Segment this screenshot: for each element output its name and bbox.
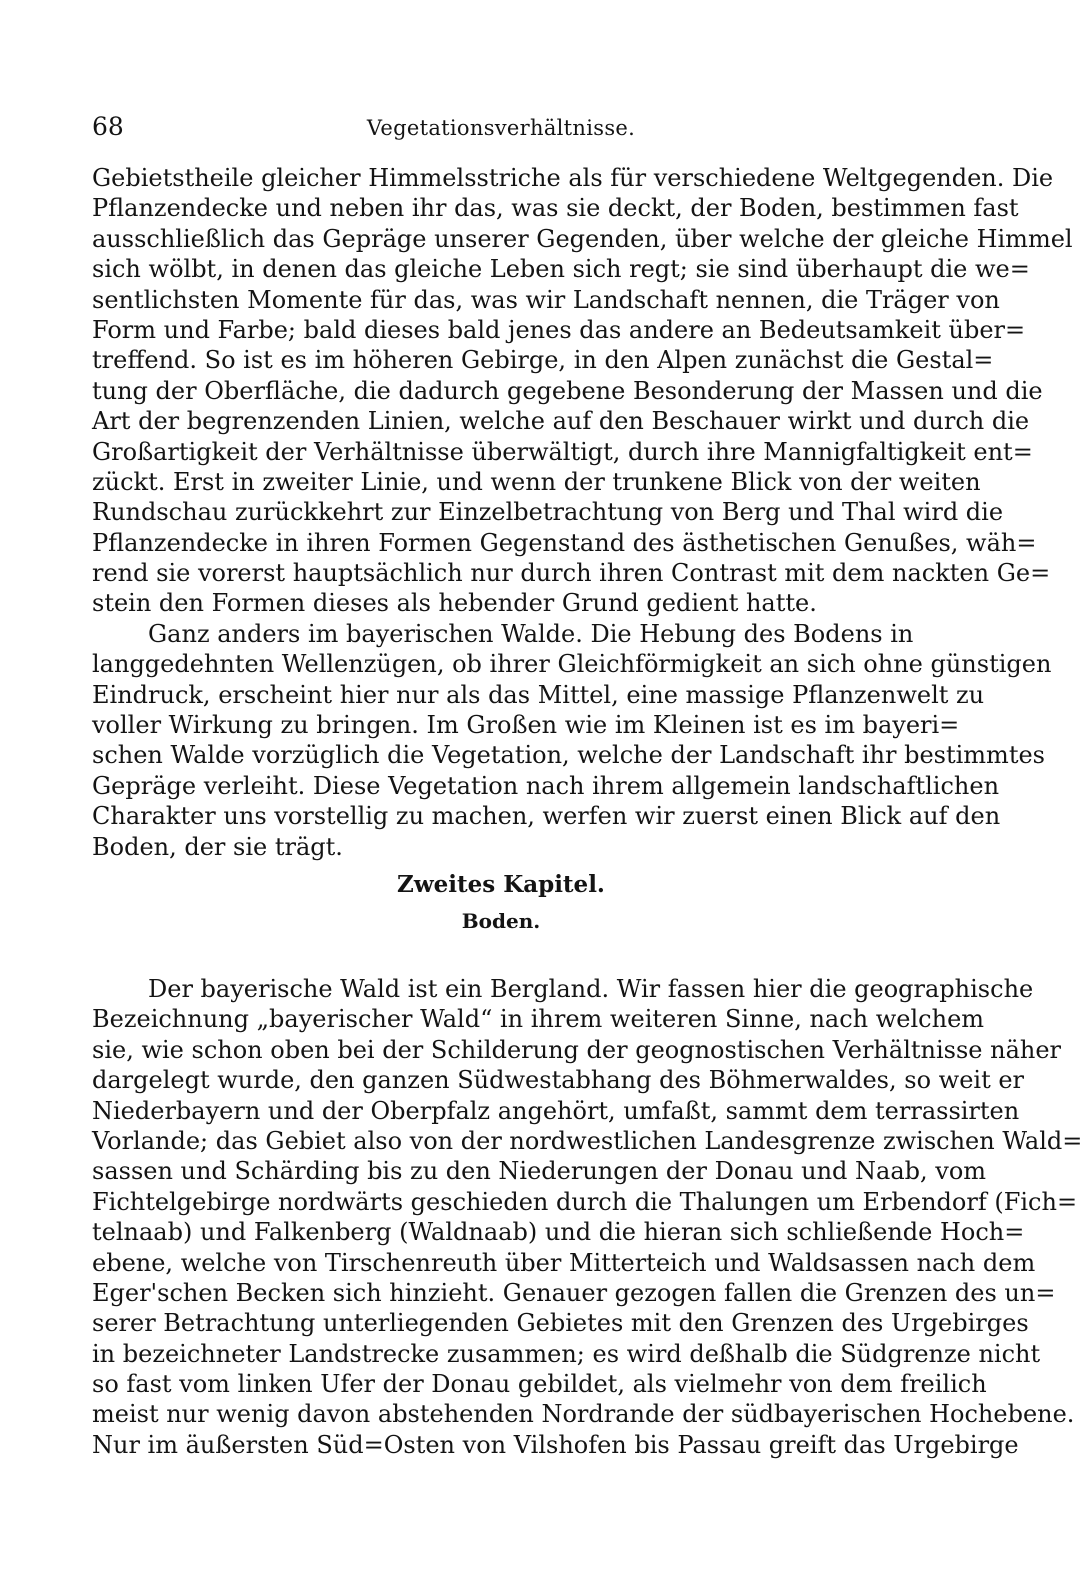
text-line: in bezeichneter Landstrecke zusammen; es wird deßhalb die Südgrenze nicht [92, 1339, 1041, 1368]
text-line: zückt. Erst in zweiter Linie, und wenn der trunkene Blick von der weiten [92, 467, 981, 496]
text-line: Pflanzendecke und neben ihr das, was sie deckt, der Boden, bestimmen fast [92, 194, 1019, 223]
text-line: Eindruck, erscheint hier nur als das Mittel, eine massige Pflanzenwelt zu [92, 680, 985, 709]
text-line: Großartigkeit der Verhältnisse überwältigt, durch ihre Mannigfaltigkeit ent= [92, 437, 1033, 466]
text-line: Gepräge verleiht. Diese Vegetation nach ihrem allgemein landschaftlichen [92, 771, 1000, 800]
text-line: telnaab) und Falkenberg (Waldnaab) und die hieran sich schließende Hoch= [92, 1218, 1025, 1247]
text-line: tung der Oberfläche, die dadurch gegebene Besonderung der Massen und die [92, 376, 1043, 405]
text-line: Der bayerische Wald ist ein Bergland. Wir fassen hier die geographische [148, 974, 1034, 1003]
text-line: Eger'schen Becken sich hinzieht. Genauer gezogen fallen die Grenzen des un= [92, 1278, 1056, 1307]
text-line: Ganz anders im bayerischen Walde. Die Hebung des Bodens in [148, 619, 914, 648]
section-heading: Boden. [461, 908, 541, 933]
text-line: meist nur wenig davon abstehenden Nordrande der südbayerischen Hochebene. [92, 1400, 1075, 1429]
running-title: Vegetationsverhältnisse. [366, 116, 636, 140]
text-line: rend sie vorerst hauptsächlich nur durch ihren Contrast mit dem nackten Ge= [92, 559, 1051, 588]
text-line: Bezeichnung „bayerischer Wald“ in ihrem weiteren Sinne, nach welchem [92, 1005, 985, 1034]
text-line: voller Wirkung zu bringen. Im Großen wie im Kleinen ist es im bayeri= [92, 711, 960, 740]
text-line: Rundschau zurückkehrt zur Einzelbetrachtung von Berg und Thal wird die [92, 498, 1004, 527]
text-line: Charakter uns vorstellig zu machen, werfen wir zuerst einen Blick auf den [92, 802, 1001, 831]
running-head [92, 112, 910, 148]
text-line: Pflanzendecke in ihren Formen Gegenstand des ästhetischen Genußes, wäh= [92, 528, 1037, 557]
text-line: ausschließlich das Gepräge unserer Gegenden, über welche der gleiche Himmel [92, 224, 1073, 253]
text-line: so fast vom linken Ufer der Donau gebildet, als vielmehr von dem freilich [92, 1370, 987, 1399]
text-line: Boden, der sie trägt. [92, 832, 343, 861]
paragraph-1 [92, 163, 1073, 619]
text-line: sassen und Schärding bis zu den Niederungen der Donau und Naab, vom [92, 1157, 987, 1186]
text-line: schen Walde vorzüglich die Vegetation, welche der Landschaft ihr bestimmtes [92, 741, 1045, 770]
text-line: sie, wie schon oben bei der Schilderung der geognostischen Verhältnisse näher [92, 1035, 1062, 1064]
text-line: Fichtelgebirge nordwärts geschieden durch die Thalungen um Erbendorf (Fich= [92, 1187, 1078, 1216]
text-line: sich wölbt, in denen das gleiche Leben sich regt; sie sind überhaupt die we= [92, 255, 1030, 284]
text-block [92, 163, 1082, 1460]
chapter-heading: Zweites Kapitel. [397, 870, 605, 898]
text-line: Art der begrenzenden Linien, welche auf den Beschauer wirkt und durch die [92, 407, 1030, 436]
text-line: Nur im äußersten Süd=Osten von Vilshofen bis Passau greift das Urgebirge [92, 1430, 1019, 1459]
paragraph-3 [92, 974, 1082, 1460]
text-line: Niederbayern und der Oberpfalz angehört, umfaßt, sammt dem terrassirten [92, 1096, 1020, 1125]
text-line: Vorlande; das Gebiet also von der nordwestlichen Landesgrenze zwischen Wald= [92, 1126, 1082, 1155]
text-line: sentlichsten Momente für das, was wir Landschaft nennen, die Träger von [92, 285, 1000, 314]
text-line: dargelegt wurde, den ganzen Südwestabhang des Böhmerwaldes, so weit er [92, 1066, 1025, 1095]
text-line: Gebietstheile gleicher Himmelsstriche als für verschiedene Weltgegenden. Die [92, 164, 1054, 192]
text-line: langgedehnten Wellenzügen, ob ihrer Gleichförmigkeit an sich ohne günstigen [92, 650, 1052, 679]
text-line: treffend. So ist es im höheren Gebirge, in den Alpen zunächst die Gestal= [92, 346, 994, 375]
text-line: ebene, welche von Tirschenreuth über Mitterteich und Waldsassen nach dem [92, 1248, 1036, 1277]
text-line: serer Betrachtung unterliegenden Gebietes mit den Grenzen des Urgebirges [92, 1309, 1029, 1338]
text-line: stein den Formen dieses als hebender Grund gedient hatte. [92, 589, 817, 618]
text-line: Form und Farbe; bald dieses bald jenes das andere an Bedeutsamkeit über= [92, 315, 1026, 344]
page-number: 68 [92, 112, 124, 141]
paragraph-2 [92, 619, 1052, 862]
